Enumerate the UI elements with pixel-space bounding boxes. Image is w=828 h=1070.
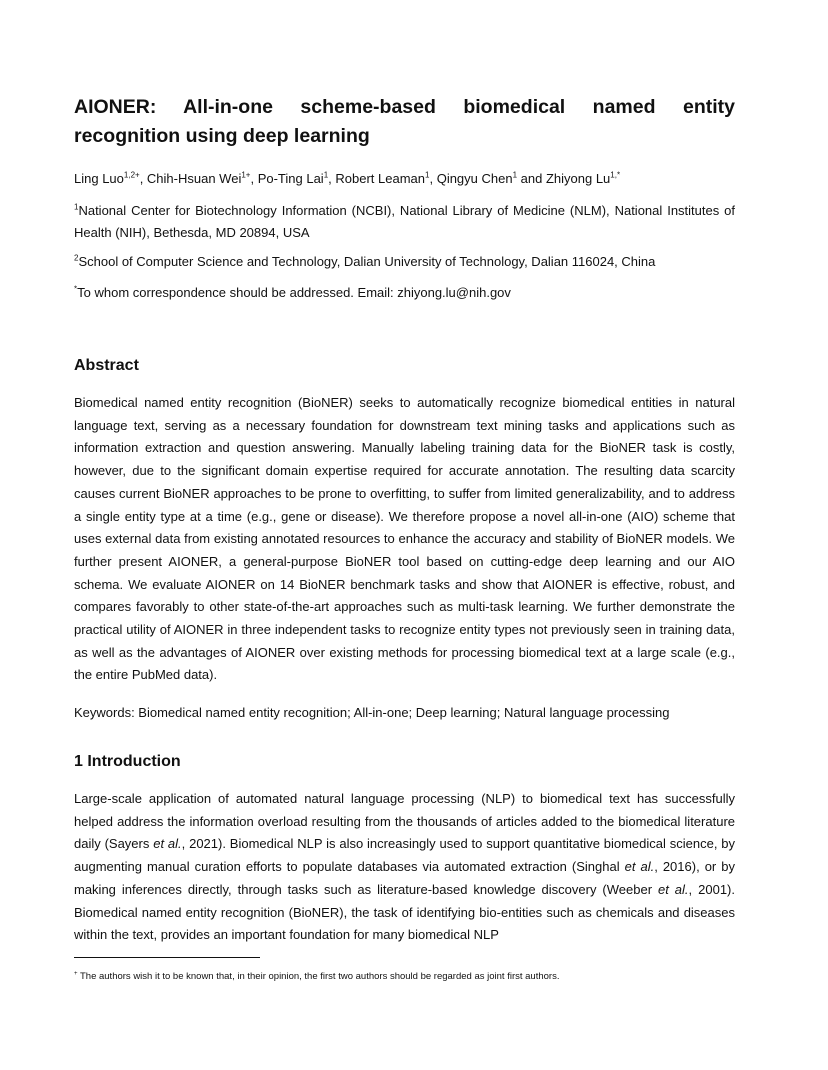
intro-text-run: Large-scale application of automated natural language processing (NLP) to biomedical text has successfully helped address the information overload resulting from the thousands of articles added to the biomedical literature daily (Sayers — [74, 791, 735, 852]
affiliation-2 — [74, 253, 735, 271]
footnote-mark: + — [74, 970, 78, 977]
correspondence-mark: * — [74, 284, 78, 294]
footnote-text: The authors wish it to be known that, in their opinion, the first two authors should be regarded as joint first authors. — [77, 971, 560, 982]
keywords: Keywords: Biomedical named entity recognition; All-in-one; Deep learning; Natural language processing — [74, 705, 670, 720]
citation-italic: et al. — [624, 859, 655, 875]
author-affiliation-mark: 1 — [425, 170, 430, 180]
author-name: Po-Ting Lai — [257, 171, 324, 186]
author-separator: , — [250, 171, 258, 186]
intro-text-run: , 2021). Biomedical NLP is also increasingly used to support quantitative biomedical science, by augmenting manual curation efforts to populate databases via automated extraction (Singhal — [74, 836, 736, 875]
citation-italic: et al. — [658, 881, 689, 897]
author-name: Zhiyong Lu — [545, 171, 611, 186]
author-affiliation-mark: 1,* — [610, 170, 621, 180]
author-separator: , — [429, 171, 437, 186]
introduction-heading: 1 Introduction — [74, 753, 181, 770]
affiliation-mark: 2 — [74, 253, 79, 263]
author-separator: and — [517, 171, 546, 186]
author-separator: , — [328, 171, 336, 186]
correspondence-text: To whom correspondence should be addressed. Email: zhiyong.lu@nih.gov — [77, 285, 511, 300]
author-name: Qingyu Chen — [436, 171, 513, 186]
intro-text-run: , 2016), or by making inferences directly, through tasks such as literature-based knowledge discovery (Weeber — [74, 859, 735, 897]
affiliation-1 — [74, 200, 735, 244]
author-affiliation-mark: 1+ — [241, 170, 251, 180]
author-separator: , — [139, 171, 147, 186]
introduction-body — [74, 788, 735, 947]
author-name: Ling Luo — [74, 171, 124, 186]
correspondence — [74, 284, 735, 302]
paper-title: AIONER: All-in-one scheme-based biomedical named entity recognition using deep learning — [74, 96, 735, 147]
author-affiliation-mark: 1 — [323, 170, 329, 180]
affiliation-mark: 1 — [74, 202, 79, 212]
author-affiliation-mark: 1 — [512, 170, 518, 180]
affiliation-text: School of Computer Science and Technology, Dalian University of Technology, Dalian 116024, China — [78, 254, 656, 269]
footnote — [74, 970, 735, 984]
abstract-body: Biomedical named entity recognition (BioNER) seeks to automatically recognize biomedical entities in natural language text, serving as a necessary foundation for downstream text mining tasks and applications such as information extraction and question answering. Manually labeling training data for the BioNER task is costly, however, due to the significant domain expertise required for accurate annotation. The resulting data scarcity causes current BioNER approaches to be prone to overfitting, to suffer from limited generalizability, and to address a single entity type at a time (e.g., gene or disease). We therefore propose a novel all-in-one (AIO) scheme that uses external data from existing annotated resources to enhance the accuracy and stability of BioNER models. We further present AIONER, a general-purpose BioNER tool based on cutting-edge deep learning and our AIO schema. We evaluate AIONER on 14 BioNER benchmark tasks and show that AIONER is effective, robust, and compares favorably to other state-of-the-art approaches such as multi-task learning. We further demonstrate the practical utility of AIONER in three independent tasks to recognize entity types not previously seen in training data, as well as the advantages of AIONER over existing methods for processing biomedical text at a large scale (e.g., the entire PubMed data). — [74, 395, 735, 683]
citation-italic: et al. — [153, 836, 182, 852]
author-affiliation-mark: 1,2+ — [123, 170, 140, 180]
intro-text-run: , 2001). Biomedical named entity recognition (BioNER), the task of identifying bio-entities such as chemicals and diseases within the text, provides an important foundation for many biomedical NLP — [74, 881, 735, 943]
footnote-divider — [74, 957, 260, 958]
abstract-heading: Abstract — [74, 357, 139, 374]
affiliation-text: National Center for Biotechnology Information (NCBI), National Library of Medicine (NLM), National Institutes of Health (NIH), Bethesda, MD 20894, USA — [74, 203, 735, 240]
author-name: Robert Leaman — [335, 171, 426, 186]
author-list — [74, 170, 735, 188]
author-name: Chih-Hsuan Wei — [146, 171, 242, 186]
